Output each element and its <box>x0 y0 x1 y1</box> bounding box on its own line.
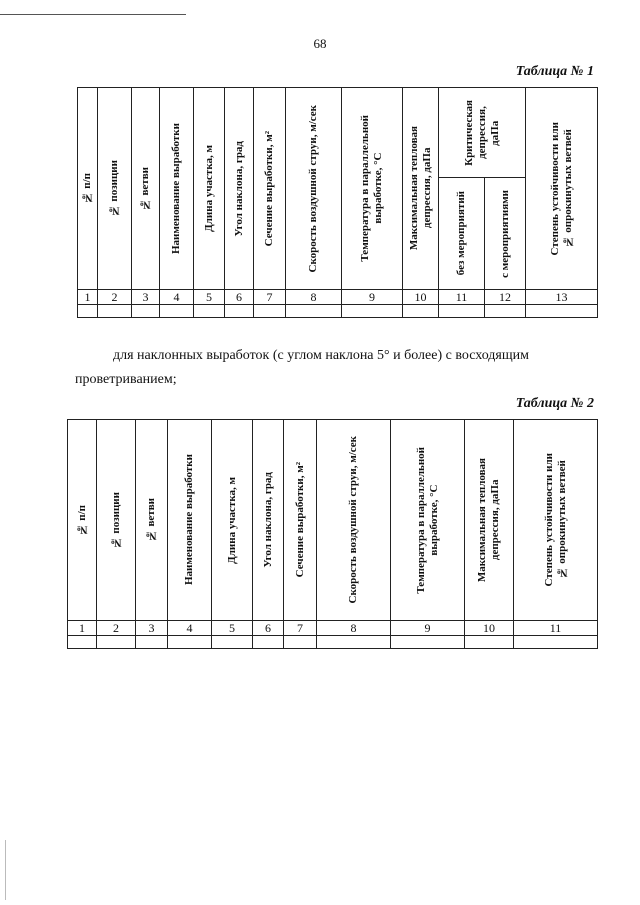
table2-empty-cell <box>284 636 317 649</box>
table1-empty-cell <box>98 305 132 318</box>
t2-header-cell <box>317 420 391 621</box>
t2-header-cell <box>391 420 465 621</box>
table2-number-cell: 10 <box>465 621 514 636</box>
t2-number-row <box>68 621 598 636</box>
table2-number-cell: 7 <box>284 621 317 636</box>
t1-subheader-cell <box>485 178 526 290</box>
t1-subheader-cell <box>439 178 485 290</box>
table1-empty-cell <box>194 305 225 318</box>
table1-number-cell: 13 <box>526 290 598 305</box>
t1-header-text: Сечение выработки, м² <box>263 130 275 247</box>
table2-empty-cell <box>317 636 391 649</box>
top-rule <box>0 14 186 15</box>
scan-edge-mark <box>5 840 6 900</box>
table1-empty-cell <box>526 305 598 318</box>
table2-caption: Таблица № 2 <box>515 396 594 411</box>
table1-empty-cell <box>160 305 194 318</box>
table1-number-cell: 1 <box>78 290 98 305</box>
t1-header-cell <box>194 88 225 290</box>
table1-number-cell: 12 <box>485 290 526 305</box>
t2-header-text: Сечение выработки, м² <box>293 462 306 578</box>
t2-header-text: Максимальная тепловая депрессия, даПа <box>476 457 501 583</box>
table2-number-cell: 8 <box>317 621 391 636</box>
t2-header-text: № ветви <box>145 498 157 542</box>
table1-number-cell: 9 <box>342 290 403 305</box>
table1-empty-cell <box>286 305 342 318</box>
t1-empty-row <box>78 305 598 318</box>
t1-header-cell <box>526 88 598 290</box>
t1-header-cell <box>403 88 439 290</box>
t1-header-text: № п/п <box>81 173 93 204</box>
table1 <box>77 87 598 318</box>
t1-header-cell <box>132 88 160 290</box>
table1-number-cell: 4 <box>160 290 194 305</box>
table2-empty-cell <box>168 636 212 649</box>
table2-empty-cell <box>68 636 97 649</box>
t2-header-text: Температура в параллельной выработке, °С <box>414 446 440 594</box>
table2-number-cell: 11 <box>514 621 598 636</box>
table1-number-cell: 6 <box>225 290 254 305</box>
table2-empty-cell <box>465 636 514 649</box>
table2-number-cell: 9 <box>391 621 465 636</box>
table1-empty-cell <box>439 305 485 318</box>
t1-header-text: № позиции <box>108 160 120 217</box>
page-number: 68 <box>313 36 327 51</box>
t1-subheader-text: без мероприятий <box>455 191 467 276</box>
t2-header-text: Длина участка, м <box>225 476 238 564</box>
t1-header-cell <box>160 88 194 290</box>
table2-empty-cell <box>136 636 168 649</box>
t1-header-group-text: Критическая депрессия, даПа <box>462 99 501 166</box>
table1-number-cell: 3 <box>132 290 160 305</box>
t1-header-text: Угол наклона, град <box>232 140 245 237</box>
t1-header-text: Степень устойчивости или № опрокинутых ветвей <box>548 121 574 256</box>
t1-header-text: Наименование выработки <box>170 122 182 255</box>
table1-number-cell: 8 <box>286 290 342 305</box>
t2-header-cell <box>284 420 317 621</box>
table2-number-cell: 5 <box>212 621 253 636</box>
table1-empty-cell <box>485 305 526 318</box>
table2-number-cell: 1 <box>68 621 97 636</box>
table2-number-cell: 6 <box>253 621 284 636</box>
t1-header-text: Максимальная тепловая депрессия, даПа <box>407 126 433 251</box>
t2-header-cell <box>168 420 212 621</box>
t1-header-cell <box>78 88 98 290</box>
t2-header-cell <box>514 420 598 621</box>
table2-number-cell: 4 <box>168 621 212 636</box>
table2-empty-cell <box>514 636 598 649</box>
t1-header-text: № ветви <box>139 166 151 211</box>
t2-header-text: Скорость воздушной струи, м/сек <box>347 436 359 604</box>
table2-empty-cell <box>212 636 253 649</box>
t1-header-text: Температура в параллельной выработке, °С <box>359 115 384 262</box>
table1-number-cell: 7 <box>254 290 286 305</box>
t2-header-cell <box>136 420 168 621</box>
t2-header-cell <box>212 420 253 621</box>
t2-header-text: № п/п <box>75 504 88 536</box>
t2-header-cell <box>68 420 97 621</box>
table2-number-cell: 2 <box>97 621 136 636</box>
table1-number-cell: 10 <box>403 290 439 305</box>
t1-header-cell <box>342 88 403 290</box>
t1-header-cell <box>98 88 132 290</box>
table1-caption: Таблица № 1 <box>515 64 594 79</box>
t1-header-text: Длина участка, м <box>202 145 215 232</box>
table2 <box>67 419 598 649</box>
table1-number-cell: 11 <box>439 290 485 305</box>
paragraph-line-1: для наклонных выработок (с углом наклона 5° и более) с восходящим <box>113 348 529 363</box>
table1-empty-cell <box>403 305 439 318</box>
t1-header-group-cell <box>439 88 526 178</box>
t2-header-text: Степень устойчивости или № опрокинутых ветвей <box>542 453 568 587</box>
t2-header-text: Угол наклона, град <box>261 472 274 568</box>
table2-empty-cell <box>391 636 465 649</box>
t2-header-cell <box>253 420 284 621</box>
t2-header-text: № позиции <box>109 491 122 549</box>
paragraph-line-2: проветриванием; <box>75 372 177 387</box>
paragraph <box>75 344 595 392</box>
t1-header-cell <box>225 88 254 290</box>
table1-number-cell: 2 <box>98 290 132 305</box>
t1-number-row <box>78 290 598 305</box>
t2-header-cell <box>465 420 514 621</box>
table1-empty-cell <box>132 305 160 318</box>
t2-empty-row <box>68 636 598 649</box>
table1-empty-cell <box>342 305 403 318</box>
table2-empty-cell <box>253 636 284 649</box>
t1-header-cell <box>254 88 286 290</box>
table1-empty-cell <box>254 305 286 318</box>
t2-header-cell <box>97 420 136 621</box>
t1-subheader-text: с мероприятиями <box>498 189 511 278</box>
table1-empty-cell <box>78 305 98 318</box>
table2-number-cell: 3 <box>136 621 168 636</box>
table2-empty-cell <box>97 636 136 649</box>
t1-header-text: Скорость воздушной струи, м/сек <box>307 104 319 273</box>
table1-empty-cell <box>225 305 254 318</box>
t1-header-cell <box>286 88 342 290</box>
table1-number-cell: 5 <box>194 290 225 305</box>
t2-header-text: Наименование выработки <box>183 454 195 586</box>
